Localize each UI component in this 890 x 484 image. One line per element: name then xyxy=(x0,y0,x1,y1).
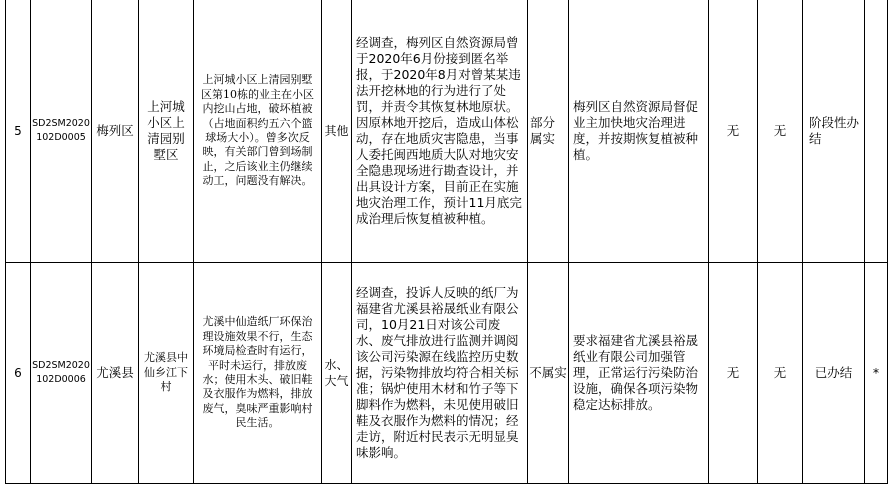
investigation-cell: 经调查，投诉人反映的纸厂为福建省尤溪县裕晟纸业有限公司，10月21日对该公司废水、废气排放进行监测并调阅该公司污染源在线监控历史数据，污染物排放均符合相关标准；锅炉使用木材和竹子等下脚料作为燃料，未见使用破旧鞋及衣服作为燃料的情况；经走访，附近村民表示无明显臭味影响。 xyxy=(352,263,528,484)
accountability-cell: 无 xyxy=(709,263,758,484)
location-cell: 尤溪县中仙乡江下村 xyxy=(139,263,194,484)
status-cell: 已办结 xyxy=(803,263,865,484)
table-row xyxy=(6,263,888,484)
seq-cell: 5 xyxy=(6,0,31,263)
note-cell: * xyxy=(865,263,888,484)
investigation-cell: 经调查，梅列区自然资源局曾于2020年6月份接到匿名举报，于2020年8月对曾某某违法开挖林地的行为进行了处罚，并责令其恢复林地原状。因原林地开挖后，造成山体松动，存在地质灾害隐患，当事人委托闽西地质大队对地灾安全隐患现场进行勘查设计，并出具设计方案，目前正在实施地灾治理工作，预计11月底完成治理后恢复植被种植。 xyxy=(352,0,528,263)
pollution-type-cell: 水、大气 xyxy=(322,263,352,484)
complaint-cell: 尤溪中仙造纸厂环保治理设施效果不行，生态环境局检查时有运行，平时未运行，排放废水；使用木头、破旧鞋及衣服作为燃料，排放废气，臭味严重影响村民生活。 xyxy=(194,263,322,484)
handling-cell: 梅列区自然资源局督促业主加快地灾治理进度，并按期恢复植被种植。 xyxy=(569,0,709,263)
code-cell xyxy=(31,0,92,263)
verified-cell: 部分属实 xyxy=(528,0,569,263)
accountability-cell: 无 xyxy=(709,0,758,263)
responsibility-cell: 无 xyxy=(758,0,803,263)
complaint-cell: 上河城小区上清园别墅区第10栋的业主在小区内挖山占地，破坏植被（占地面积约五六个篮球场大小）。曾多次反映，有关部门曾到场制止，之后该业主仍继续动工，问题没有解决。 xyxy=(194,0,322,263)
complaint-table xyxy=(5,0,888,484)
location-cell: 上河城小区上清园别墅区 xyxy=(139,0,194,263)
handling-cell: 要求福建省尤溪县裕晟纸业有限公司加强管理，正常运行污染防治设施，确保各项污染物稳定达标排放。 xyxy=(569,263,709,484)
complaint-code: SD2SM2020102D0006 xyxy=(32,360,90,385)
region-cell: 梅列区 xyxy=(92,0,139,263)
note-cell xyxy=(865,0,888,263)
code-cell xyxy=(31,263,92,484)
table-row xyxy=(6,0,888,263)
verified-cell: 不属实 xyxy=(528,263,569,484)
seq-cell: 6 xyxy=(6,263,31,484)
status-cell: 阶段性办结 xyxy=(803,0,865,263)
responsibility-cell: 无 xyxy=(758,263,803,484)
complaint-code: SD2SM2020102D0005 xyxy=(32,118,90,143)
region-cell: 尤溪县 xyxy=(92,263,139,484)
pollution-type-cell: 其他 xyxy=(322,0,352,263)
